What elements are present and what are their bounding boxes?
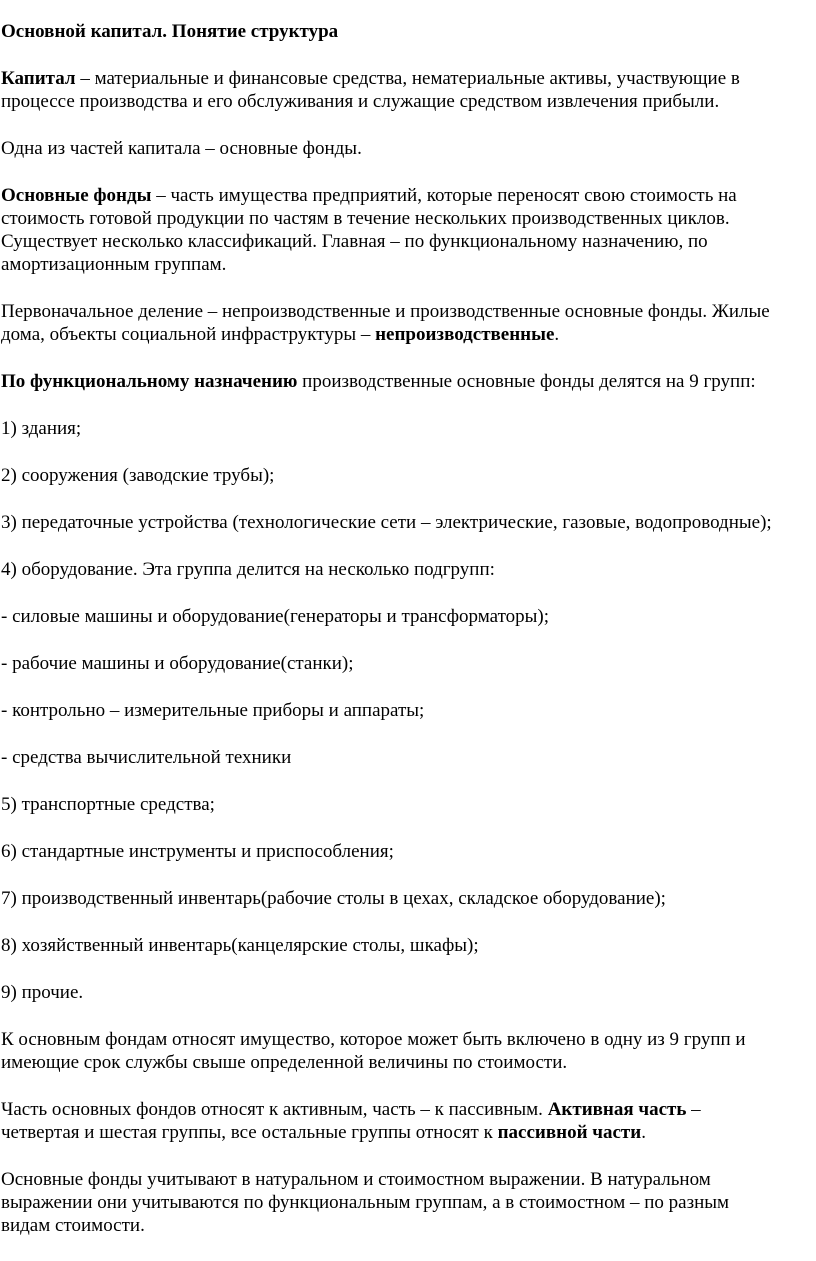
list-item: 7) производственный инвентарь(рабочие столы в цехах, складское оборудование);: [1, 888, 666, 909]
list-item: - силовые машины и оборудование(генераторы и трансформаторы);: [1, 606, 550, 627]
paragraph-property-groups: [1, 1028, 816, 1074]
paragraph-line: имеющие срок службы свыше определенной величины по стоимости.: [1, 1052, 568, 1073]
term-capital: Капитал: [1, 68, 76, 89]
term-passive-part: пассивной части: [497, 1122, 642, 1143]
text-fragment: Часть основных фондов относят к активным, часть – к пассивным.: [1, 1099, 548, 1120]
paragraph-line: [1, 370, 816, 393]
text-fragment: – материальные и финансовые средства, нематериальные активы, участвующие в: [75, 68, 740, 89]
term-non-productive: непроизводственные: [375, 324, 555, 345]
paragraph-line: Одна из частей капитала – основные фонды.: [1, 138, 362, 159]
list-item: 5) транспортные средства;: [1, 794, 215, 815]
paragraph-line: [1, 1121, 816, 1144]
text-fragment: .: [554, 324, 560, 345]
list-item: 4) оборудование. Эта группа делится на несколько подгрупп:: [1, 559, 495, 580]
term-functional-purpose: По функциональному назначению: [1, 371, 298, 392]
text-fragment: четвертая и шестая группы, все остальные группы относят к: [1, 1122, 498, 1143]
list-item: 1) здания;: [1, 418, 82, 439]
list-item: 6) стандартные инструменты и приспособления;: [1, 841, 394, 862]
text-fragment: дома, объекты социальной инфраструктуры –: [1, 324, 376, 345]
paragraph-line: К основным фондам относят имущество, которое может быть включено в одну из 9 групп и: [1, 1029, 746, 1050]
paragraph-capital-definition: [1, 67, 816, 113]
list-item: 2) сооружения (заводские трубы);: [1, 465, 275, 486]
document-title: Основной капитал. Понятие структура: [1, 21, 339, 42]
list-item: 9) прочие.: [1, 982, 84, 1003]
paragraph-line: процессе производства и его обслуживания и служащие средством извлечения прибыли.: [1, 91, 720, 112]
paragraph-line: видам стоимости.: [1, 1215, 145, 1236]
paragraph-line: [1, 1098, 816, 1121]
paragraph-accounting: [1, 1168, 816, 1237]
paragraph-line: [1, 323, 816, 346]
paragraph-line: [1, 67, 816, 90]
text-fragment: производственные основные фонды делятся на 9 групп:: [297, 371, 756, 392]
paragraph-active-passive: [1, 1098, 816, 1144]
paragraph-line: Существует несколько классификаций. Главная – по функциональному назначению, по: [1, 231, 708, 252]
text-fragment: – часть имущества предприятий, которые переносят свою стоимость на: [151, 185, 737, 206]
paragraph-line: Первоначальное деление – непроизводственные и производственные основные фонды. Жилые: [1, 301, 770, 322]
text-fragment: –: [686, 1099, 701, 1120]
list-item: - контрольно – измерительные приборы и аппараты;: [1, 700, 425, 721]
list-item: - средства вычислительной техники: [1, 747, 292, 768]
paragraph-fixed-assets-definition: [1, 184, 816, 276]
list-item: 3) передаточные устройства (технологические сети – электрические, газовые, водопроводные);: [1, 512, 772, 533]
term-active-part: Активная часть: [547, 1099, 687, 1120]
paragraph-capital-parts: [1, 137, 816, 160]
paragraph-line: выражении они учитываются по функциональным группам, а в стоимостном – по разным: [1, 1192, 730, 1213]
text-fragment: .: [641, 1122, 646, 1143]
paragraph-line: Основные фонды учитывают в натуральном и стоимостном выражении. В натуральном: [1, 1169, 711, 1190]
list-item: 8) хозяйственный инвентарь(канцелярские столы, шкафы);: [1, 935, 479, 956]
paragraph-line: [1, 184, 816, 207]
list-item: - рабочие машины и оборудование(станки);: [1, 653, 354, 674]
term-fixed-assets: Основные фонды: [1, 185, 152, 206]
paragraph-functional-purpose: [1, 370, 816, 393]
paragraph-line: амортизационным группам.: [1, 254, 227, 275]
paragraph-line: стоимость готовой продукции по частям в течение нескольких производственных циклов.: [1, 208, 730, 229]
paragraph-initial-division: [1, 300, 816, 346]
